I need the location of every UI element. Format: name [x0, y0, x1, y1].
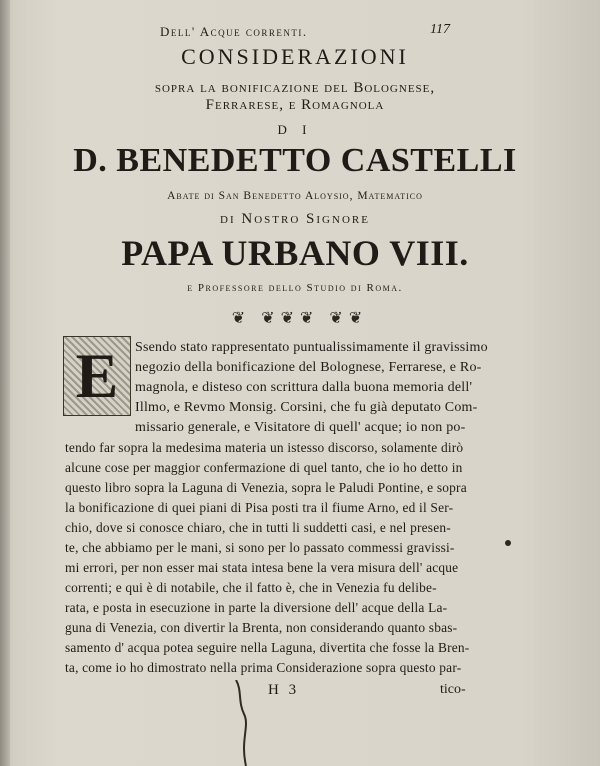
text-line: alcune cose per maggior confermazione di quel tanto, che io ho detto in — [65, 460, 463, 475]
text-line: correnti; e qui è di notabile, che il fatto è, che in Venezia fu delibe- — [65, 580, 437, 595]
text-line: Ssendo stato rappresentato puntualissimamente il gravissimo — [135, 340, 488, 355]
ornament-divider: ❦ ❦❦❦ ❦❦ — [231, 310, 369, 327]
text-line: rata, e posta in esecuzione in parte la diversione dell' acque della La- — [65, 600, 448, 615]
text-line: negozio della bonificazione del Bolognese, Ferrarese, e Ro- — [135, 360, 482, 375]
pope-name: PAPA URBANO VIII. — [121, 233, 469, 273]
title-considerazioni: CONSIDERAZIONI — [181, 44, 409, 69]
text-line: la bonificazione di quei piani di Pisa posti tra il fiume Arno, ed il Ser- — [65, 500, 454, 515]
catchword: tico- — [440, 682, 466, 697]
title-subject-line2: Ferrarese, e Romagnola — [205, 97, 385, 113]
text-line: missario generale, e Visitatore di quell' acque; io non po- — [135, 420, 466, 435]
text-line: mi errori, per non esser mai stata intesa bene la vera misura dell' acque — [65, 560, 459, 575]
title-nostro-signore: di Nostro Signore — [220, 211, 370, 227]
text-line: questo libro sopra la Laguna di Venezia, sopra le Paludi Pontine, e sopra — [65, 480, 467, 495]
paper-tear — [232, 680, 252, 766]
title-subject-line1: sopra la bonificazione del Bolognese, — [154, 80, 436, 96]
running-head: Dell' Acque correnti. — [160, 24, 308, 39]
text-line: tendo far sopra la medesima materia un istesso discorso, solamente dirò — [65, 440, 464, 455]
text-line: samento d' acqua potea seguire nella Laguna, divertita che fosse la Bren- — [65, 640, 470, 655]
text-line: Illmo, e Revmo Monsig. Corsini, che fu già deputato Com- — [135, 400, 478, 415]
text-line: guna di Venezia, con divertir la Brenta, non considerando quanto sbas- — [65, 620, 458, 635]
text-line: chio, dove si conosce chiaro, che in tutti li suddetti casi, e nel presen- — [65, 520, 451, 535]
title-professore: e Professore dello Studio di Roma. — [187, 282, 403, 294]
author-name: D. BENEDETTO CASTELLI — [73, 142, 517, 179]
signature-mark: H 3 — [268, 682, 300, 698]
text-line: ta, come io ho dimostrato nella prima Considerazione sopra questo par- — [65, 660, 462, 675]
page-number: 117 — [430, 22, 450, 37]
initial-letter: E — [64, 337, 130, 415]
text-line: te, che abbiamo per le mani, si sono per lo passato commessi gravissi- — [65, 540, 455, 555]
ink-spot — [505, 540, 511, 546]
author-description: Abate di San Benedetto Aloysio, Matematico — [167, 190, 423, 202]
title-di: D I — [277, 122, 313, 137]
text-line: magnola, e distesо con scrittura dalla buona memoria dell' — [135, 380, 473, 395]
